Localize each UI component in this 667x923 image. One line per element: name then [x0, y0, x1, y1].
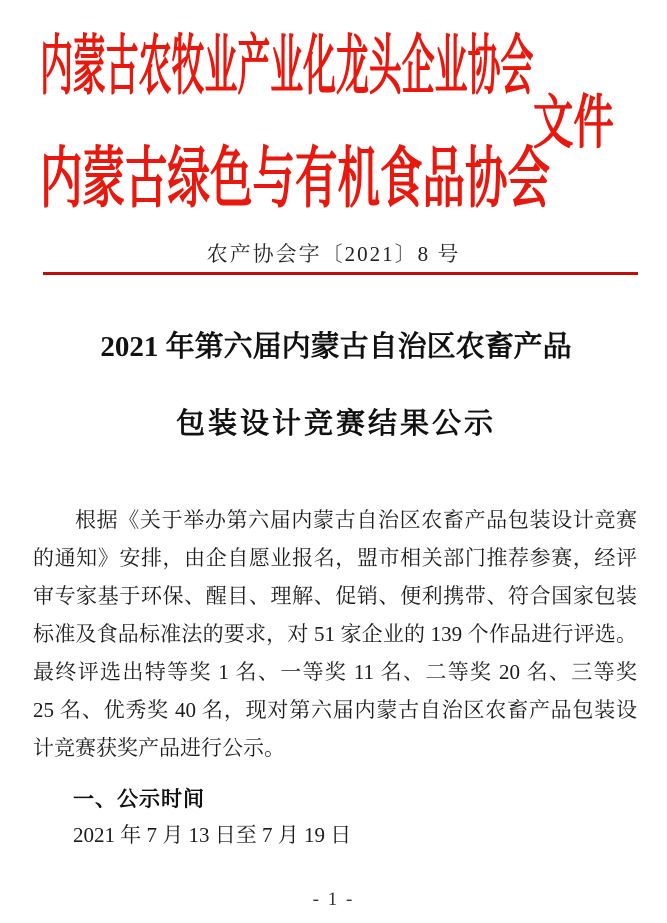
section1-publicity-date: 2021 年 7 月 13 日至 7 月 19 日: [73, 823, 352, 847]
paragraph-line-7: 计竞赛获奖产品进行公示。: [33, 736, 285, 760]
doc-title-line2: 包装设计竞赛结果公示: [175, 408, 496, 440]
letterhead-org-name-line2: 内蒙古绿色与有机食品协会: [40, 141, 551, 216]
paragraph-line-6: 25 名、优秀奖 40 名，现对第六届内蒙古自治区农畜产品包装设: [33, 698, 637, 722]
paragraph-line-1: 根据《关于举办第六届内蒙古自治区农畜产品包装设计竞赛: [75, 508, 637, 532]
letterhead-org-name-line1: 内蒙古农牧业产业化龙头企业协会: [40, 29, 534, 103]
doc-reference-number: 农产协会字〔2021〕8 号: [206, 242, 461, 266]
section1-heading: 一、公示时间: [73, 788, 205, 811]
page-number: - 1 -: [312, 889, 355, 910]
red-separator-line: [43, 272, 638, 275]
paragraph-line-3: 审专家基于环保、醒目、理解、促销、便利携带、符合国家包装: [33, 584, 637, 608]
paragraph-line-5: 最终评选出特等奖 1 名、一等奖 11 名、二等奖 20 名、三等奖: [33, 660, 637, 684]
doc-title-line1: 2021 年第六届内蒙古自治区农畜产品: [100, 331, 572, 363]
paragraph-line-2: 的通知》安排，由企自愿业报名，盟市相关部门推荐参赛，经评: [33, 546, 637, 570]
paragraph-line-4: 标准及食品标准法的要求，对 51 家企业的 139 个作品进行评选。: [33, 622, 637, 646]
body-paragraph: [33, 501, 637, 767]
letterhead-doc-type-label: 文件: [533, 90, 614, 156]
